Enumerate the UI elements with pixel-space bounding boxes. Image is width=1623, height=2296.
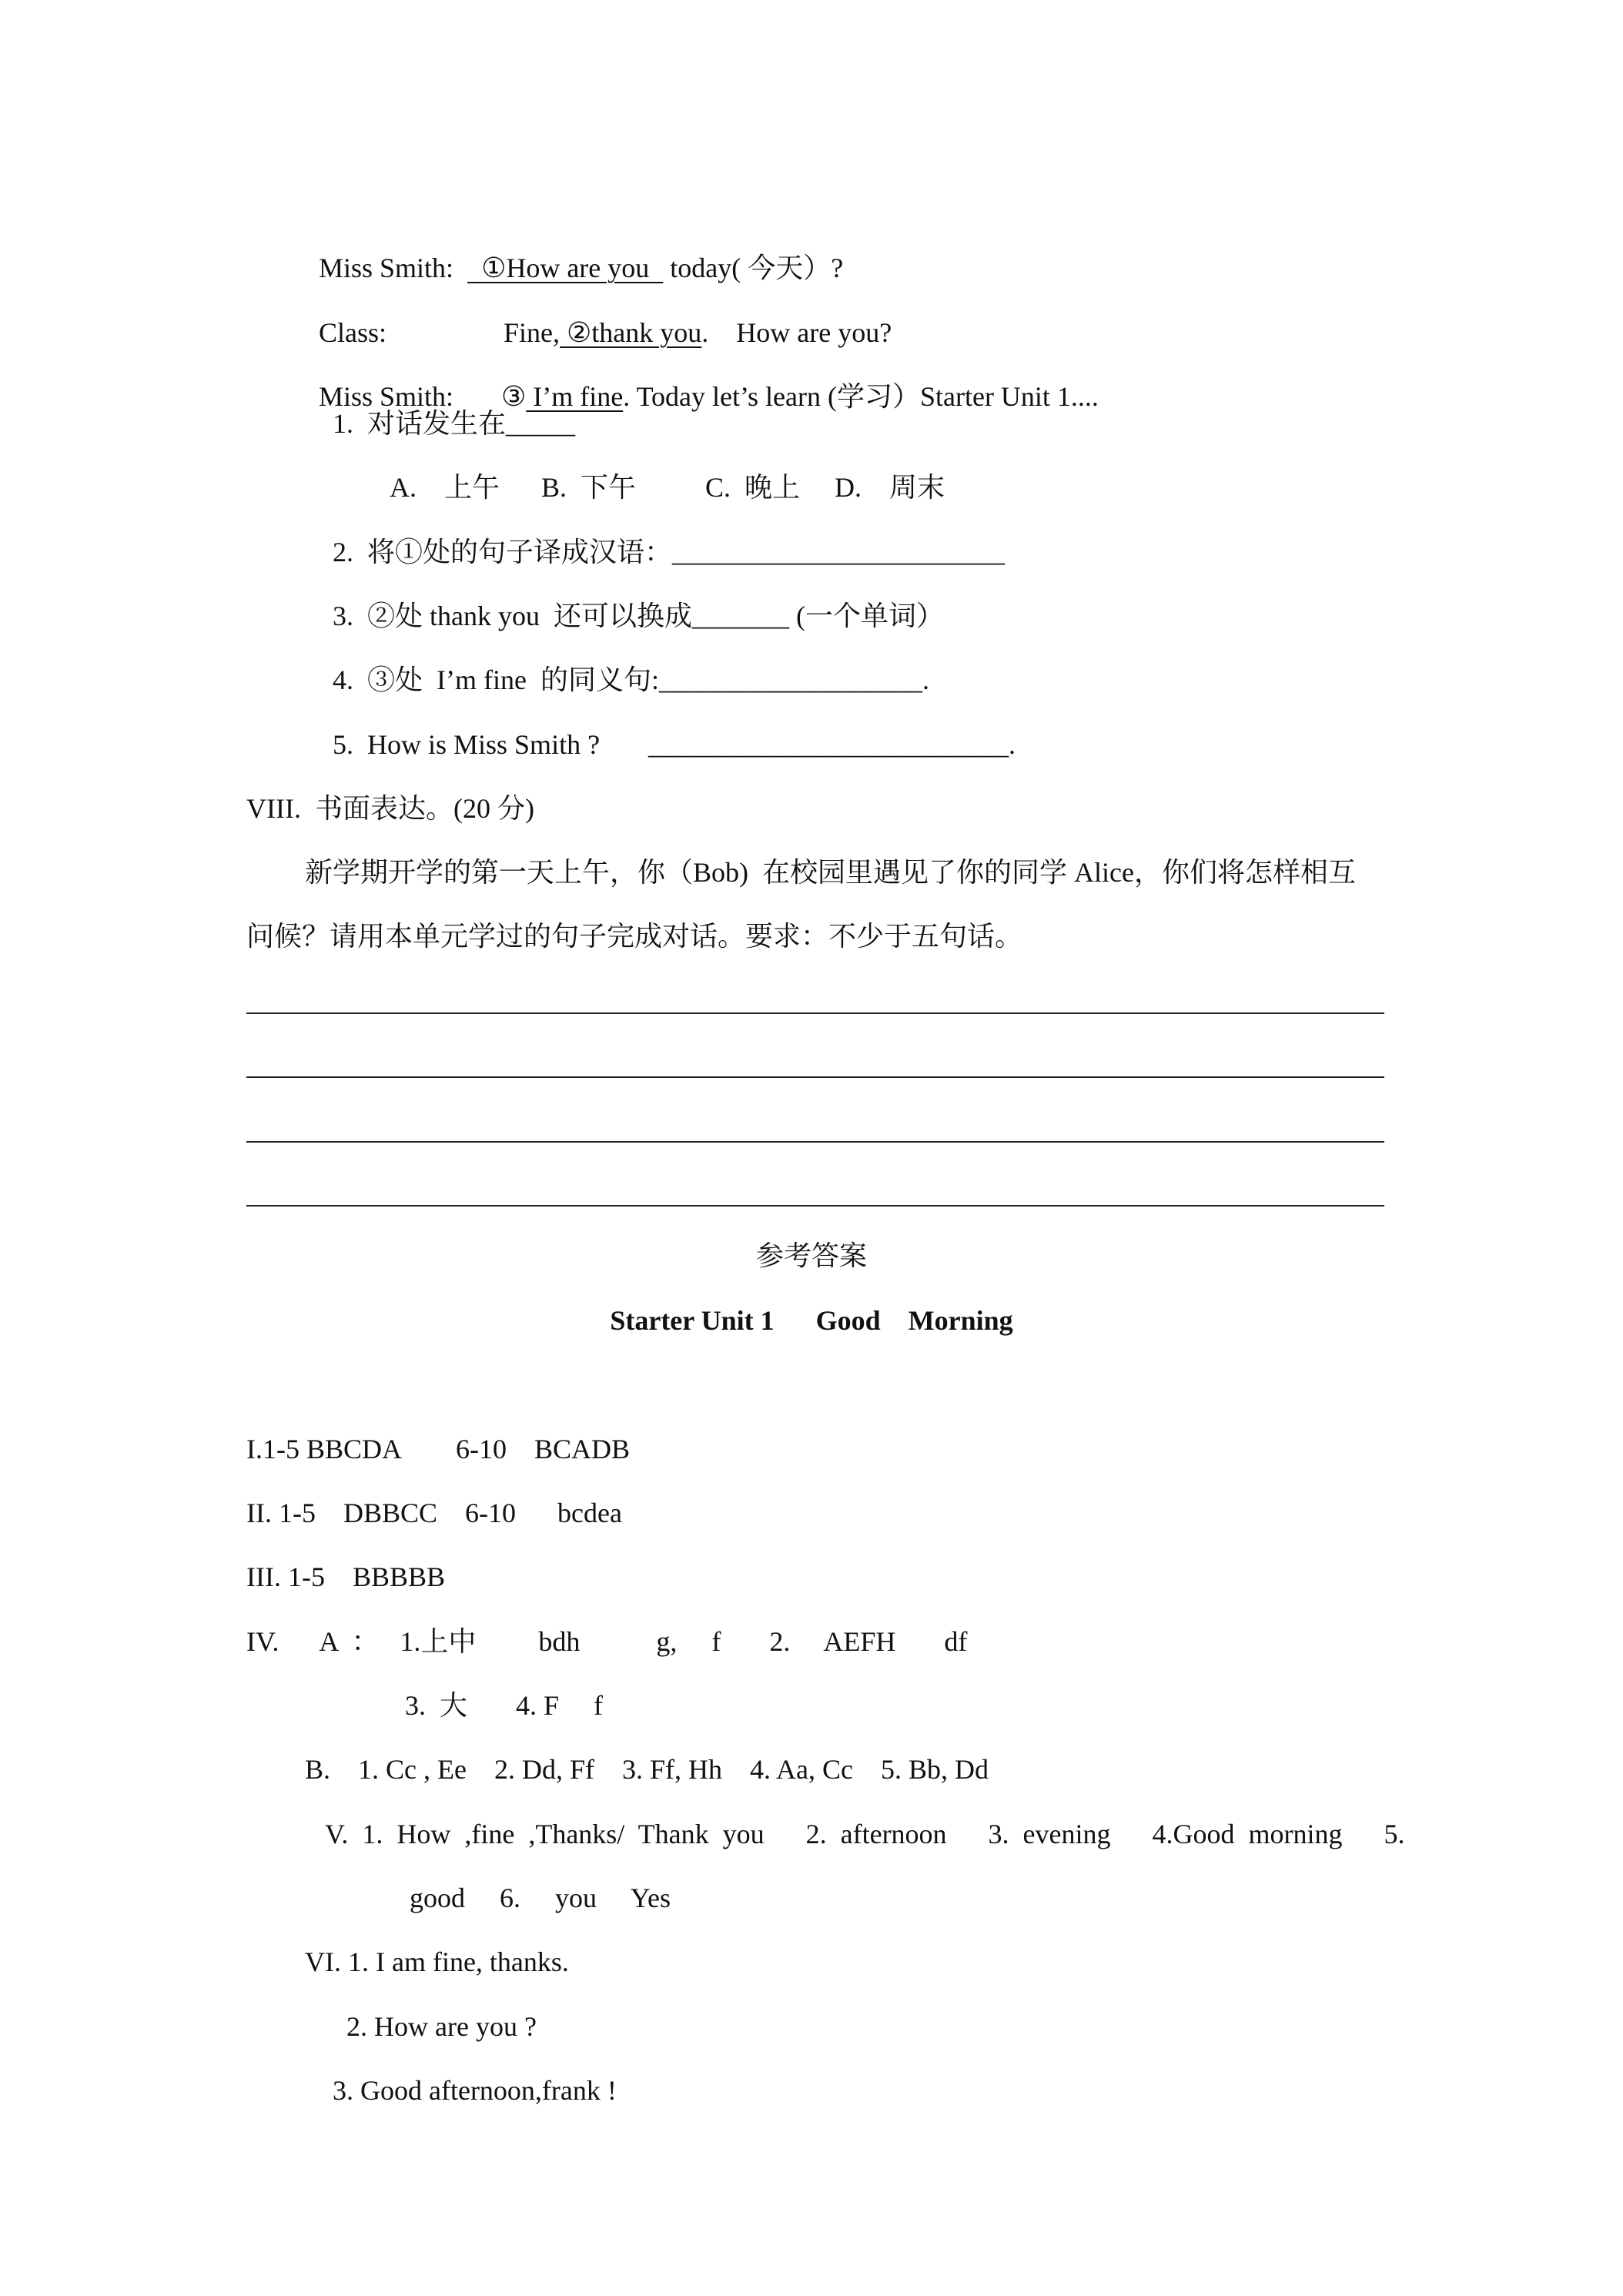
dialogue-text: today( 今天）? — [663, 253, 844, 283]
answer-section-vi-2: 2. How are you ? — [346, 2011, 537, 2042]
writing-line — [246, 1076, 1384, 1078]
question-5: 5. How is Miss Smith ? __________________________. — [333, 729, 1016, 760]
answer-section-iv-b: B. 1. Cc , Ee 2. Dd, Ff 3. Ff, Hh 4. Aa, Cc 5. Bb, Dd — [305, 1754, 989, 1785]
writing-line — [246, 1141, 1384, 1143]
dialogue-line-2-text — [490, 277, 892, 351]
speaker-label: Miss Smith: — [319, 381, 454, 412]
answer-section-vi: VI. 1. I am fine, thanks. — [305, 1946, 569, 1977]
writing-line — [246, 1012, 1384, 1014]
answer-section-iv-a: IV. A ： 1.上中 bdh g, f 2. AEFH df — [246, 1626, 968, 1657]
answers-title: 参考答案 — [755, 1240, 867, 1271]
dialogue-line-3-text — [487, 341, 1099, 415]
dialogue-text: . How are you? — [701, 317, 892, 348]
section-8-prompt-line-1: 新学期开学的第一天上午，你（Bob) 在校园里遇见了你的同学 Alice，你们将怎样相互 — [305, 857, 1356, 888]
dialogue-text: ③ — [501, 381, 527, 412]
answer-section-v: V. 1. How ,fine ,Thanks/ Thank you 2. afternoon 3. evening 4.Good morning 5. — [325, 1819, 1405, 1849]
section-8-heading: VIII. 书面表达。(20 分) — [246, 793, 534, 824]
speaker-label: Class: — [319, 317, 387, 348]
answer-section-i: I.1-5 BBCDA 6-10 BCADB — [246, 1434, 631, 1464]
question-2: 2. 将①处的句子译成汉语：________________________ — [333, 537, 1006, 567]
answer-section-iv-a-cont: 3. 大 4. F f — [405, 1690, 604, 1721]
question-1-options: A. 上午 B. 下午 C. 晚上 D. 周末 — [390, 472, 945, 503]
dialogue-text: Fine, — [504, 317, 561, 348]
answer-section-ii: II. 1-5 DBBCC 6-10 bcdea — [246, 1498, 622, 1528]
dialogue-line-3 — [305, 341, 453, 415]
question-1: 1. 对话发生在_____ — [333, 408, 576, 439]
writing-line — [246, 1205, 1384, 1207]
question-3: 3. ②处 thank you 还可以换成_______ (一个单词） — [333, 601, 944, 631]
dialogue-line-1 — [305, 213, 843, 286]
dialogue-text: . Today let’s learn (学习）Starter Unit 1.... — [623, 381, 1099, 412]
answer-section-iii: III. 1-5 BBBBB — [246, 1561, 446, 1592]
dialogue-line-2 — [305, 277, 387, 351]
underlined-answer: ②thank you — [560, 317, 702, 348]
answers-subtitle: Starter Unit 1 Good Morning — [610, 1305, 1013, 1336]
section-8-prompt-line-2: 问候？请用本单元学过的句子完成对话。要求：不少于五句话。 — [246, 921, 1023, 952]
question-4: 4. ③处 I’m fine 的同义句:___________________. — [333, 664, 929, 695]
answer-section-v-cont: good 6. you Yes — [410, 1883, 671, 1913]
underlined-answer: ①How are you — [467, 253, 664, 283]
answer-section-vi-3: 3. Good afternoon,frank ! — [333, 2075, 617, 2106]
underlined-answer: I’m fine — [526, 381, 624, 412]
speaker-label: Miss Smith: — [319, 253, 454, 283]
